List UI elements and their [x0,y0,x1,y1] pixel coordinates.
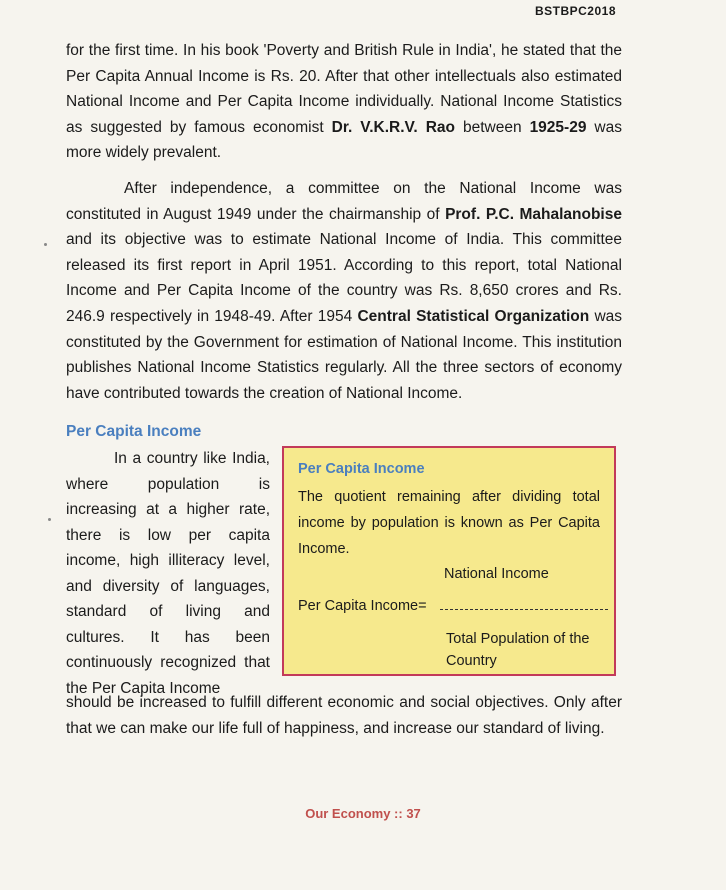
left-column-text: In a country like India, where population is increasing at a higher rate, there is low per capita income, high illiteracy level, and diversity of languages, standard of living and cultures. It has been continuously recognized that the Per Capita Income [66,450,270,697]
organization-name: Central Statistical Organization [357,307,590,325]
paragraph-2: After independence, a committee on the National Income was constituted in August 1949 under the chairmanship of Prof. P.C. Mahalanobise and its objective was to estimate National Income of India. This committee released its first report in April 1951. According to this report, total National Income and Per Capita Income of the country was Rs. 8,650 crores and Rs. 246.9 respectively in 1948-49. After 1954 Central Statistical Organization was constituted by the Government for estimation of National Income. This institution publishes National Income Statistics regularly. All the three sectors of economy have contributed towards the creation of National Income. [66,179,623,402]
formula [298,562,600,672]
margin-dot [48,518,51,521]
box-title: Per Capita Income [298,461,425,478]
economist-name: Dr. V.K.R.V. Rao [331,118,455,136]
section-body [66,446,622,697]
section-heading: Per Capita Income [66,423,202,441]
fraction-line [440,609,608,610]
margin-dot [44,243,47,246]
closing-paragraph: should be increased to fulfill different economic and social objectives. Only after that we can make our life full of happiness, and increase our standard of living. [66,694,622,737]
year-range: 1925-29 [529,118,587,136]
definition-box [282,446,616,676]
page-footer: Our Economy :: 37 [305,806,421,821]
formula-label: Per Capita Income= [298,598,427,615]
formula-numerator: National Income [444,566,549,583]
document-code: BSTBPC2018 [534,4,616,18]
box-definition: The quotient remaining after dividing total income by population is known as Per Capita Income. [298,489,600,558]
page-content [66,38,622,742]
paragraph-1: for the first time. In his book 'Poverty and British Rule in India', he stated that the Per Capita Annual Income is Rs. 20. After that other intellectuals also estimated National Income and Per Capita Income individually. National Income Statistics as suggested by famous economist Dr. V.K.R.V. Rao between 1925-29 was more widely prevalent. [66,42,622,162]
chairman-name: Prof. P.C. Mahalanobise [445,205,622,223]
formula-denominator: Total Population of the Country [446,631,590,670]
